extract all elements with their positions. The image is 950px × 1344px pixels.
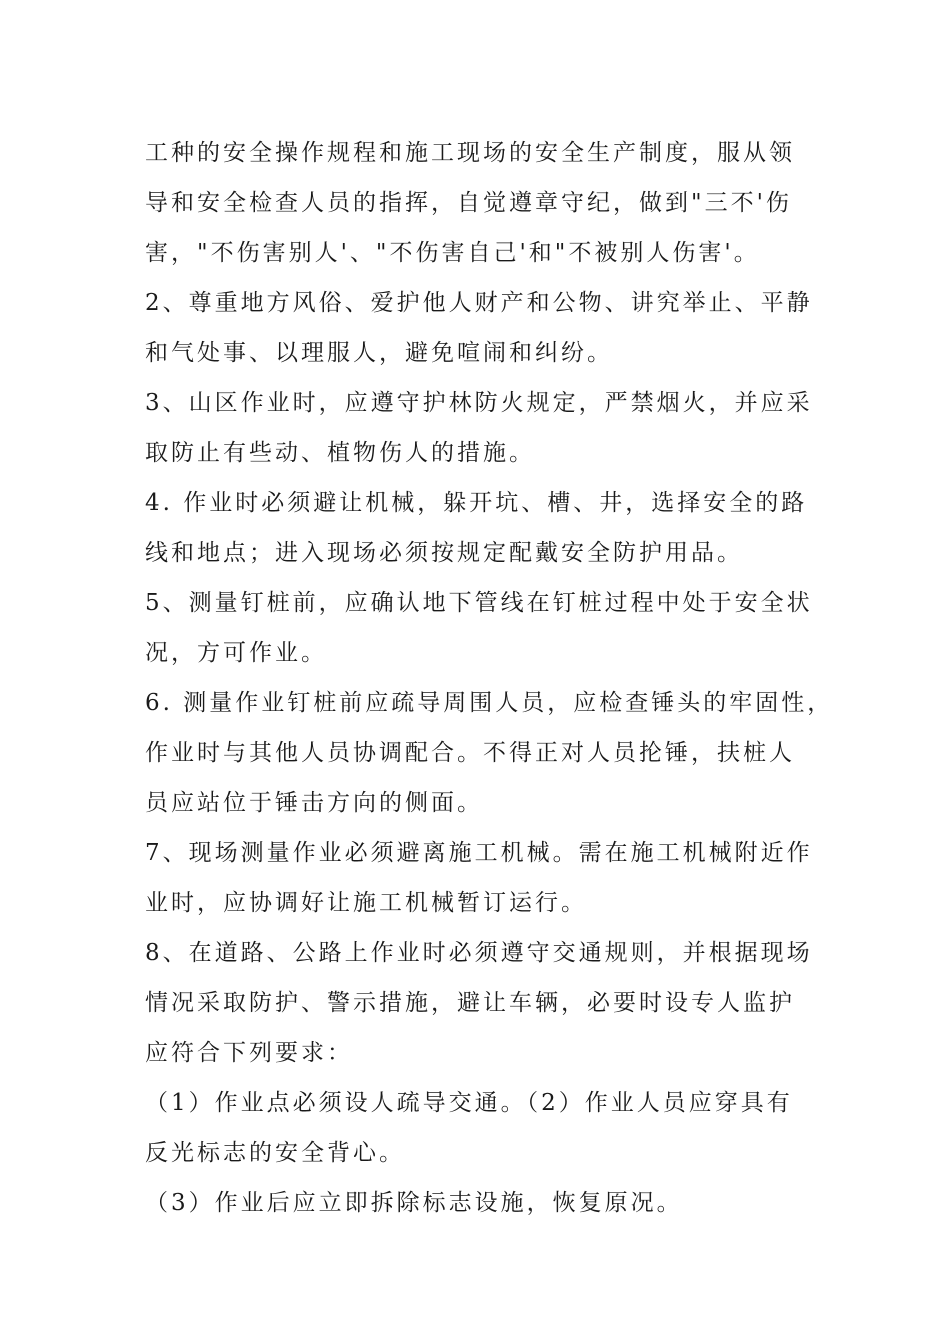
document-body: [145, 128, 834, 1228]
text-line-11: 况，方可作业。: [145, 640, 327, 666]
text-line-9: 线和地点；进入现场必须按规定配戴安全防护用品。: [145, 540, 743, 566]
text-line-1: 工种的安全操作规程和施工现场的安全生产制度，服从领: [145, 140, 795, 166]
text-line-6: 3、山区作业时，应遵守护林防火规定，严禁烟火，并应采: [145, 390, 813, 416]
text-line-20: （1）作业点必须设人疏导交通。（2）作业人员应穿具有: [145, 1090, 793, 1116]
text-line-7: 取防止有些动、植物伤人的措施。: [145, 440, 535, 466]
text-line-4: 2、尊重地方风俗、爱护他人财产和公物、讲究举止、平静: [145, 290, 813, 316]
text-line-5: 和气处事、以理服人，避免喧闹和纠纷。: [145, 340, 613, 366]
text-line-19: 应符合下列要求：: [145, 1040, 353, 1066]
text-line-2: 导和安全检查人员的指挥，自觉遵章守纪，做到"三不'伤: [145, 190, 792, 216]
text-line-10: 5、测量钉桩前，应确认地下管线在钉桩过程中处于安全状: [145, 590, 813, 616]
text-line-17: 8、在道路、公路上作业时必须遵守交通规则，并根据现场: [145, 940, 813, 966]
text-line-22: （3）作业后应立即拆除标志设施，恢复原况。: [145, 1190, 683, 1216]
text-line-15: 7、现场测量作业必须避离施工机械。需在施工机械附近作: [145, 840, 813, 866]
text-line-14: 员应站位于锤击方向的侧面。: [145, 790, 483, 816]
text-line-12: 6. 测量作业钉桩前应疏导周围人员，应检查锤头的牢固性，: [145, 690, 834, 716]
text-line-21: 反光标志的安全背心。: [145, 1140, 405, 1166]
text-line-16: 业时，应协调好让施工机械暂订运行。: [145, 890, 587, 916]
text-line-8: 4. 作业时必须避让机械，躲开坑、槽、井，选择安全的路: [145, 490, 808, 516]
text-line-3: 害，"不伤害别人'、"不伤害自己'和"不被别人伤害'。: [145, 240, 760, 266]
text-line-18: 情况采取防护、警示措施，避让车辆，必要时设专人监护: [145, 990, 795, 1016]
text-line-13: 作业时与其他人员协调配合。不得正对人员抡锤，扶桩人: [145, 740, 795, 766]
